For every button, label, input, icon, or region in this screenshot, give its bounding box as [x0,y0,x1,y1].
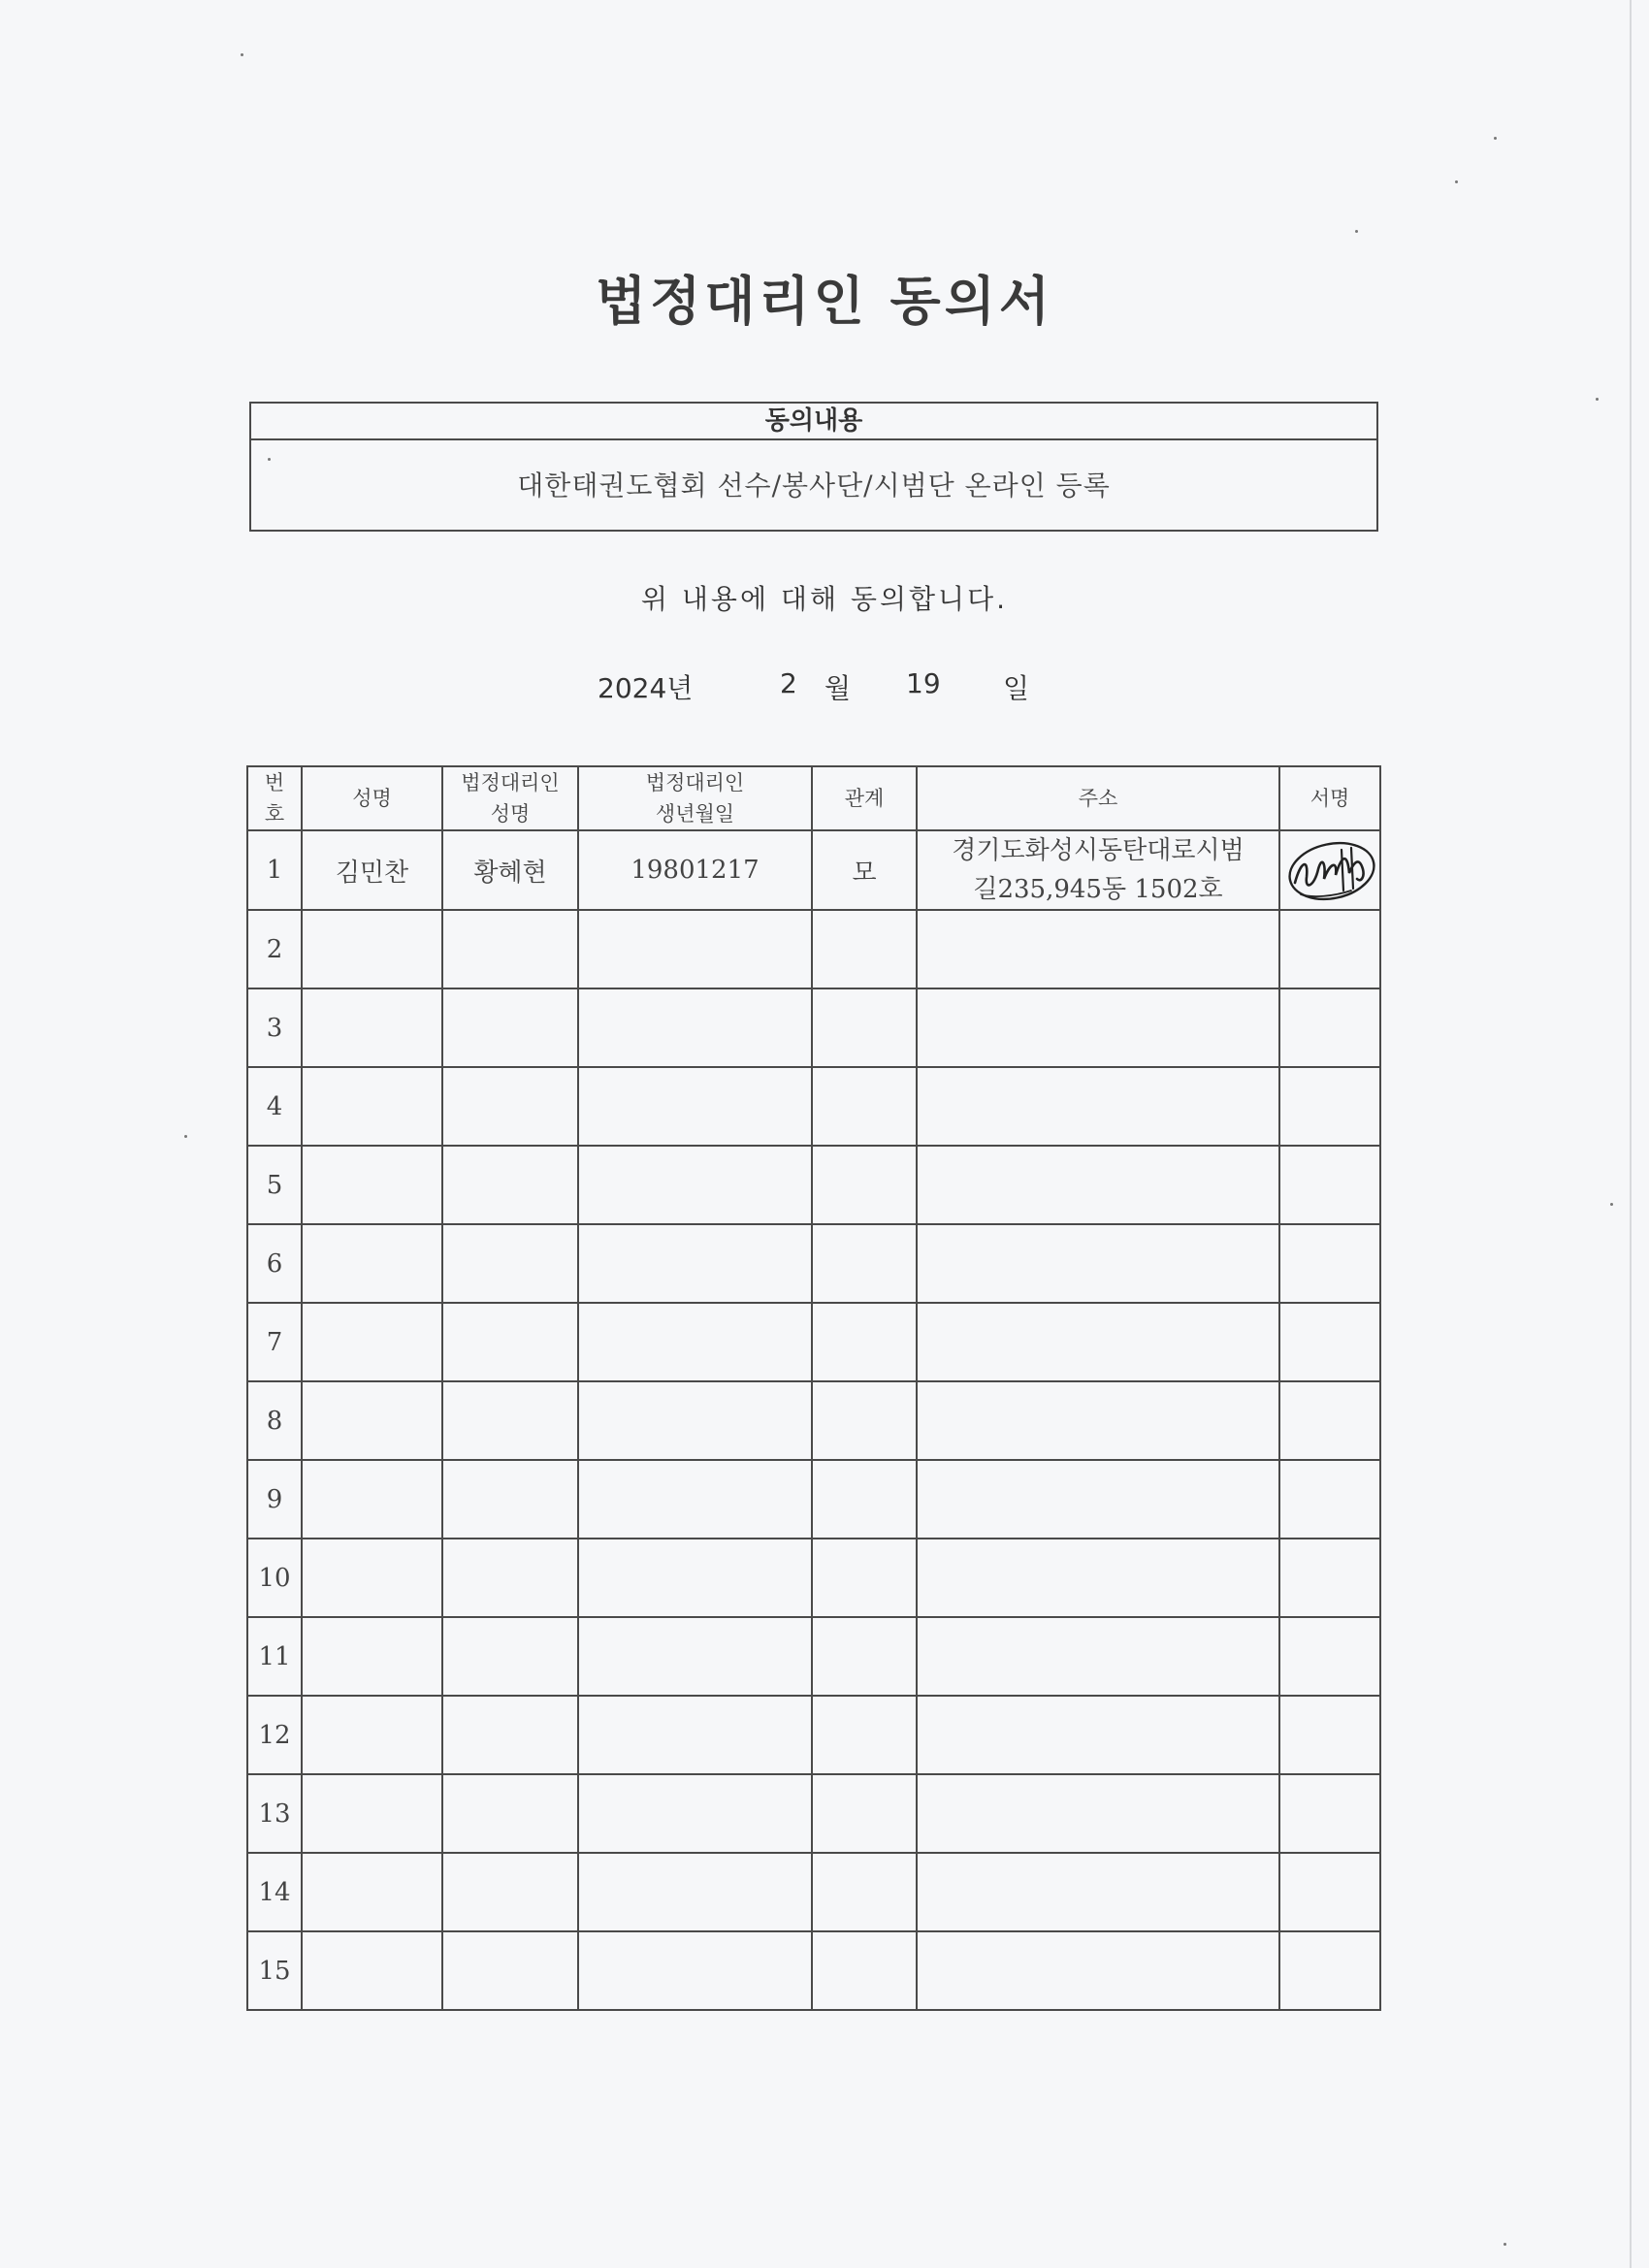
table-header-row [247,766,1380,830]
row-address [917,910,1279,988]
row-name [302,1460,442,1539]
row-address: 경기도화성시동탄대로시범 길235,945동 1502호 [917,830,1279,910]
row-signature [1279,1617,1380,1696]
row-guardian-birth [578,988,812,1067]
table-row [247,1224,1380,1303]
row-guardian-name [442,1224,578,1303]
row-guardian-name [442,1067,578,1146]
table-row [247,1381,1380,1460]
row-relation [812,1539,917,1617]
table-row [247,910,1380,988]
row-signature [1279,910,1380,988]
row-number: 13 [247,1774,302,1853]
row-guardian-birth [578,1381,812,1460]
row-relation [812,1303,917,1381]
row-address [917,1617,1279,1696]
date-month-label: 월 [824,672,852,704]
row-number: 3 [247,988,302,1067]
scan-speck [268,458,271,461]
row-guardian-birth [578,1146,812,1224]
consent-header: 동의내용 [251,404,1376,440]
scan-speck [1494,137,1497,140]
scan-speck [1504,2243,1506,2246]
table-row [247,1931,1380,2010]
row-guardian-birth [578,1303,812,1381]
row-guardian-birth [578,1224,812,1303]
scan-speck [1455,180,1458,183]
row-name [302,988,442,1067]
row-number: 12 [247,1696,302,1774]
row-relation [812,910,917,988]
table-row [247,1774,1380,1853]
scan-speck [1355,230,1358,233]
row-number: 1 [247,830,302,910]
agree-statement: 위 내용에 대해 동의합니다. [640,583,1009,615]
row-guardian-name: 황혜현 [442,830,578,910]
row-signature [1279,1696,1380,1774]
row-signature [1279,830,1380,910]
row-name [302,1303,442,1381]
date-year: 2024년 [598,672,694,704]
row-name [302,1853,442,1931]
row-number: 11 [247,1617,302,1696]
row-guardian-name [442,1774,578,1853]
guardian-table [246,765,1381,2011]
row-address [917,988,1279,1067]
row-address [917,1146,1279,1224]
row-signature [1279,1067,1380,1146]
row-signature [1279,1853,1380,1931]
row-name [302,1617,442,1696]
row-address [917,1224,1279,1303]
row-address [917,1696,1279,1774]
handwritten-signature [1283,834,1376,906]
row-number: 5 [247,1146,302,1224]
row-address [917,1853,1279,1931]
row-guardian-name [442,1617,578,1696]
row-number: 10 [247,1539,302,1617]
row-signature [1279,1303,1380,1381]
row-guardian-name [442,910,578,988]
row-address [917,1460,1279,1539]
row-guardian-name [442,1696,578,1774]
row-name [302,1539,442,1617]
row-relation [812,1696,917,1774]
row-guardian-name [442,1931,578,2010]
row-signature [1279,1460,1380,1539]
table-row [247,988,1380,1067]
row-name: 김민찬 [302,830,442,910]
table-row [247,1146,1380,1224]
row-guardian-birth [578,1696,812,1774]
row-guardian-birth [578,1460,812,1539]
header-no: 번 호 [247,766,302,830]
row-guardian-name [442,1381,578,1460]
consent-body: 대한태권도협회 선수/봉사단/시범단 온라인 등록 [517,470,1111,502]
table-row [247,830,1380,910]
row-number: 8 [247,1381,302,1460]
row-name [302,1774,442,1853]
date-day-label: 일 [1003,672,1030,704]
row-name [302,1146,442,1224]
row-name [302,1224,442,1303]
document-title: 법정대리인 동의서 [595,271,1054,332]
table-row [247,1067,1380,1146]
header-address: 주소 [917,766,1279,830]
consent-box [249,402,1378,532]
row-address [917,1931,1279,2010]
row-guardian-birth: 19801217 [578,830,812,910]
row-guardian-birth [578,1539,812,1617]
row-guardian-birth [578,1617,812,1696]
row-relation [812,1146,917,1224]
row-guardian-birth [578,910,812,988]
row-number: 7 [247,1303,302,1381]
row-address [917,1303,1279,1381]
scan-speck [184,1135,187,1138]
row-number: 6 [247,1224,302,1303]
table-row [247,1853,1380,1931]
row-address [917,1067,1279,1146]
header-guardian-name: 법정대리인 성명 [442,766,578,830]
row-name [302,1696,442,1774]
row-relation [812,1224,917,1303]
header-relation: 관계 [812,766,917,830]
row-signature [1279,1146,1380,1224]
date-day: 19 [906,667,941,699]
row-signature [1279,1931,1380,2010]
row-address [917,1381,1279,1460]
row-number: 15 [247,1931,302,2010]
row-address [917,1774,1279,1853]
row-relation [812,1460,917,1539]
table-row [247,1696,1380,1774]
table-row [247,1539,1380,1617]
row-guardian-name [442,988,578,1067]
row-signature [1279,1224,1380,1303]
row-relation: 모 [812,830,917,910]
row-number: 9 [247,1460,302,1539]
row-number: 4 [247,1067,302,1146]
scan-speck [1596,398,1599,401]
row-guardian-birth [578,1853,812,1931]
scan-speck [1610,1203,1613,1206]
page-edge [1630,0,1632,2268]
row-guardian-name [442,1303,578,1381]
date-month: 2 [780,667,797,699]
row-name [302,1381,442,1460]
row-relation [812,1617,917,1696]
row-number: 2 [247,910,302,988]
row-address [917,1539,1279,1617]
row-relation [812,1774,917,1853]
row-name [302,1067,442,1146]
row-relation [812,1931,917,2010]
row-relation [812,1067,917,1146]
row-guardian-birth [578,1931,812,2010]
table-row [247,1303,1380,1381]
table-row [247,1460,1380,1539]
row-guardian-birth [578,1067,812,1146]
row-name [302,1931,442,2010]
row-guardian-birth [578,1774,812,1853]
scan-speck [241,53,243,56]
row-signature [1279,1381,1380,1460]
header-guardian-birth: 법정대리인 생년월일 [578,766,812,830]
header-name: 성명 [302,766,442,830]
row-guardian-name [442,1146,578,1224]
row-guardian-name [442,1853,578,1931]
row-signature [1279,1774,1380,1853]
row-signature [1279,1539,1380,1617]
row-relation [812,1853,917,1931]
row-guardian-name [442,1539,578,1617]
row-name [302,910,442,988]
table-row [247,1617,1380,1696]
row-relation [812,988,917,1067]
row-signature [1279,988,1380,1067]
row-relation [812,1381,917,1460]
header-signature: 서명 [1279,766,1380,830]
row-number: 14 [247,1853,302,1931]
row-guardian-name [442,1460,578,1539]
